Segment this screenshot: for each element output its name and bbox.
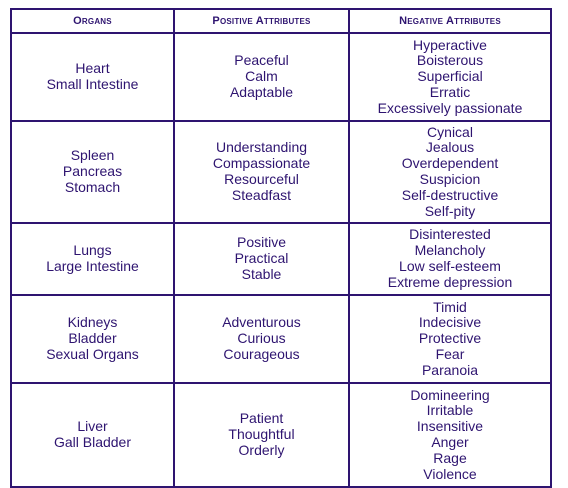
positive-attribute: Understanding <box>215 139 308 156</box>
positive-attribute: Steadfast <box>231 186 292 203</box>
positive-attribute: Resourceful <box>224 171 299 187</box>
negative-attribute: Paranoia <box>421 361 479 378</box>
header-organs: Organs <box>11 9 174 33</box>
negative-attribute: Irritable <box>426 402 474 419</box>
negative-attribute: Melancholy <box>414 242 486 259</box>
positive-attribute: Curious <box>237 330 286 347</box>
negative-attribute: Overdependent <box>401 155 499 172</box>
negative-attribute: Rage <box>433 449 467 466</box>
positive-attributes-cell <box>174 33 349 121</box>
table-row <box>11 383 551 487</box>
negative-attribute: Timid <box>433 298 467 315</box>
table-row <box>11 121 551 223</box>
negative-attributes-cell <box>349 295 551 383</box>
positive-attribute: Compassionate <box>212 155 311 172</box>
positive-attribute: Peaceful <box>234 52 289 69</box>
positive-attributes-cell <box>174 223 349 295</box>
negative-attribute: Extreme depression <box>387 273 513 290</box>
negative-attribute: Anger <box>431 434 469 450</box>
organ-name: Sexual Organs <box>46 345 139 362</box>
attributes-table-container <box>10 8 550 488</box>
negative-attributes-cell <box>349 383 551 487</box>
positive-attribute: Positive <box>236 234 287 251</box>
positive-attribute: Adaptable <box>229 83 294 100</box>
negative-attribute: Superficial <box>417 68 483 85</box>
negative-attribute: Disinterested <box>409 226 491 243</box>
negative-attribute: Self-destructive <box>401 186 499 203</box>
organs-cell <box>11 383 174 487</box>
negative-attribute: Hyperactive <box>413 36 487 53</box>
header-positive-attributes: Positive Attributes <box>174 9 349 33</box>
negative-attributes-cell <box>349 121 551 223</box>
header-negative-attributes: Negative Attributes <box>349 9 551 33</box>
organs-cell <box>11 33 174 121</box>
negative-attribute: Protective <box>418 330 482 347</box>
organ-name: Spleen <box>70 147 115 164</box>
positive-attributes-cell <box>174 121 349 223</box>
negative-attributes-cell <box>349 223 551 295</box>
negative-attribute: Domineering <box>410 386 490 403</box>
table-row <box>11 295 551 383</box>
positive-attribute: Adventurous <box>222 314 301 331</box>
organ-name: Lungs <box>73 242 112 259</box>
negative-attribute: Low self-esteem <box>399 258 501 274</box>
negative-attribute: Self-pity <box>424 202 476 219</box>
negative-attributes-cell <box>349 33 551 121</box>
negative-attribute: Cynical <box>427 123 473 140</box>
negative-attribute: Erratic <box>429 83 471 100</box>
positive-attribute: Practical <box>234 250 289 267</box>
positive-attributes-cell <box>174 383 349 487</box>
positive-attribute: Thoughtful <box>228 426 295 443</box>
organ-name: Gall Bladder <box>53 434 132 450</box>
negative-attribute: Fear <box>435 345 465 362</box>
table-header-row <box>11 9 551 33</box>
positive-attribute: Calm <box>245 68 278 85</box>
positive-attribute: Patient <box>239 410 284 427</box>
organs-cell <box>11 121 174 223</box>
organ-attributes-table <box>10 8 552 488</box>
organ-name: Heart <box>75 60 110 77</box>
positive-attribute: Courageous <box>223 345 300 362</box>
negative-attribute: Jealous <box>425 139 475 156</box>
organ-name: Liver <box>77 418 108 435</box>
positive-attribute: Stable <box>241 265 282 282</box>
organ-name: Kidneys <box>67 314 118 331</box>
positive-attribute: Orderly <box>238 441 285 458</box>
negative-attribute: Insensitive <box>416 418 484 435</box>
organ-name: Stomach <box>64 178 121 195</box>
organ-name: Small Intestine <box>46 76 139 92</box>
table-row <box>11 223 551 295</box>
negative-attribute: Suspicion <box>419 171 481 187</box>
negative-attribute: Boisterous <box>416 52 484 69</box>
organ-name: Pancreas <box>62 163 123 180</box>
organ-name: Large Intestine <box>46 258 139 274</box>
negative-attribute: Violence <box>423 465 477 482</box>
table-row <box>11 33 551 121</box>
negative-attribute: Excessively passionate <box>377 99 523 116</box>
negative-attribute: Indecisive <box>418 314 482 331</box>
organ-name: Bladder <box>68 330 117 347</box>
organs-cell <box>11 295 174 383</box>
organs-cell <box>11 223 174 295</box>
positive-attributes-cell <box>174 295 349 383</box>
